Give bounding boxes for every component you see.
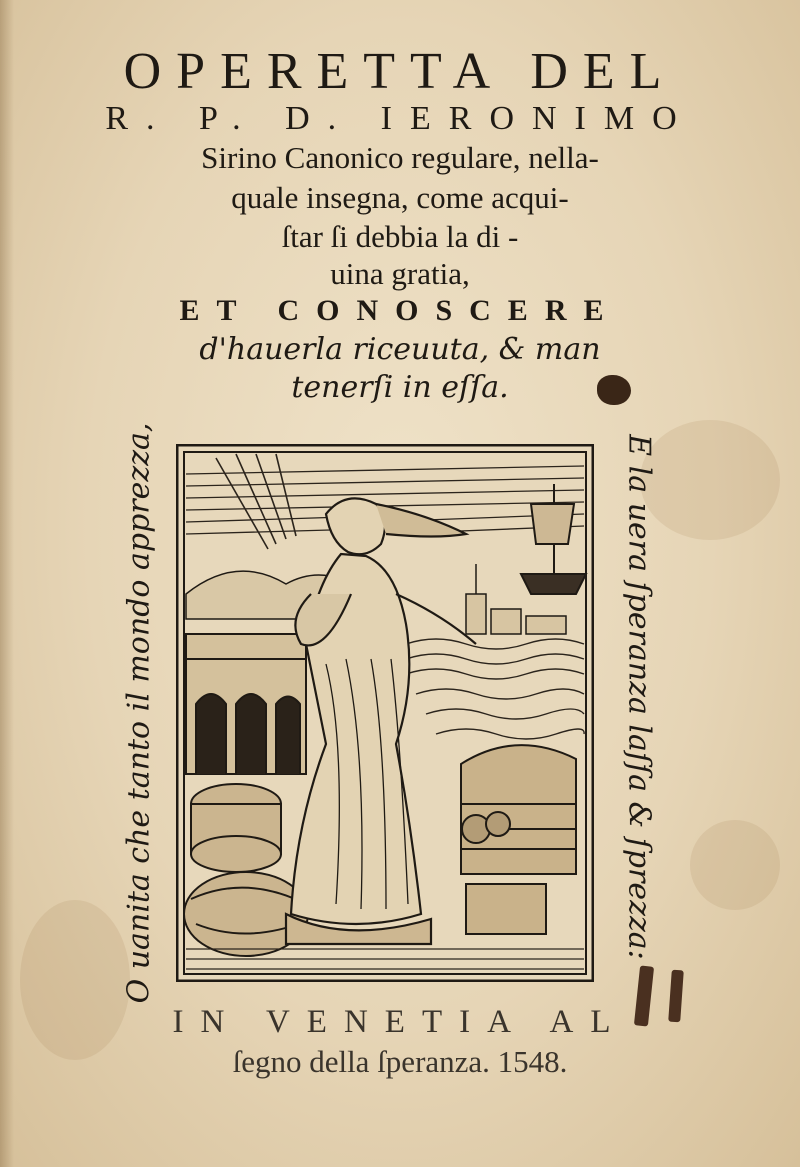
woodcut-motto-left: O uanita che tanto il mondo apprezza, [121, 422, 157, 1004]
title-line-1: OPERETTA DEL [123, 43, 677, 100]
title-line-9: tenerſi in eſſa. [291, 370, 509, 405]
foxing-stain [690, 820, 780, 910]
imprint-line-2: ſegno della ſperanza. 1548. [232, 1044, 568, 1079]
arcade-building [186, 634, 306, 774]
title-line-8: d'hauerla riceuuta, & man [199, 332, 601, 367]
foxing-stain [640, 420, 780, 540]
imprint-line-1: IN VENETIA AL [172, 1004, 628, 1040]
title-line-7: ET CONOSCERE [179, 294, 621, 327]
ink-blot [597, 375, 631, 405]
title-line-4: quale insegna, come acqui- [231, 180, 569, 215]
woodcut-illustration [176, 444, 594, 982]
title-line-3: Sirino Canonico regulare, nella- [201, 140, 599, 175]
woodcut-motto-right: E la uera ſperanza laſſa & ſprezza: [621, 434, 657, 960]
title-line-6: uina gratia, [330, 256, 470, 291]
title-line-5: ſtar ſi debbia la di - [281, 219, 519, 254]
title-line-2: R. P. D. IERONIMO [105, 100, 695, 137]
